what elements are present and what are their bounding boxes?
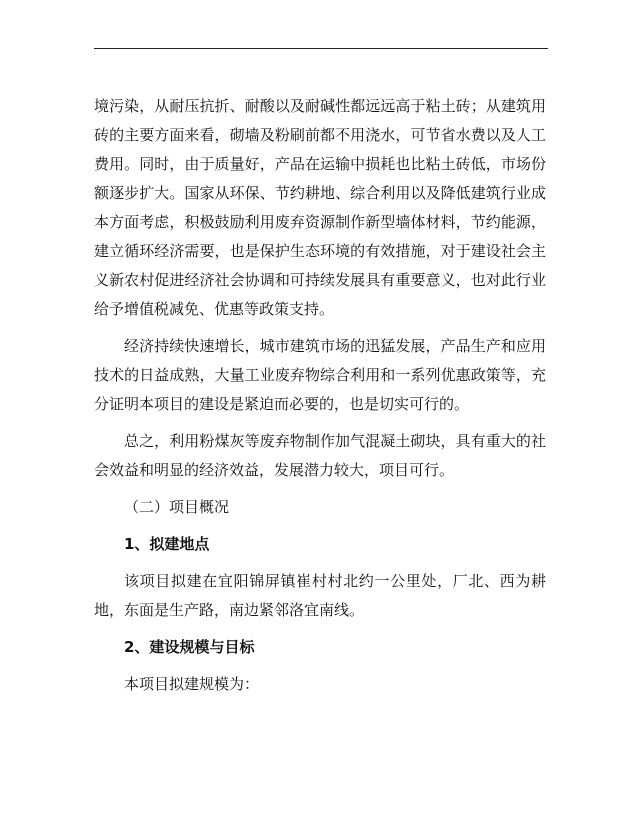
header-rule [94, 48, 548, 49]
heading-scale: 2、建设规模与目标 [124, 638, 255, 656]
heading-location: 1、拟建地点 [124, 535, 210, 553]
paragraph-location: 该项目拟建在宜阳锦屏镇崔村村北约一公里处，厂北、西为耕地，东面是生产路，南边紧邻洛宜南线。 [94, 572, 546, 619]
paragraph-scale: 本项目拟建规模为： [124, 675, 260, 693]
document-body [94, 92, 546, 707]
subsection-title: （二）项目概况 [124, 498, 230, 516]
paragraph-economy: 经济持续快速增长，城市建筑市场的迅猛发展，产品生产和应用技术的日益成熟，大量工业废弃物综合利用和一系列优惠政策等，充分证明本项目的建设是紧迫而必要的，也是切实可行的。 [94, 337, 546, 413]
paragraph-continued: 境污染，从耐压抗折、耐酸以及耐碱性都远远高于粘土砖；从建筑用砖的主要方面来看，砌墙及粉刷前都不用浇水，可节省水费以及人工费用。同时，由于质量好，产品在运输中损耗也比粘土砖低，市场份额逐步扩大。国家从环保、节约耕地、综合利用以及降低建筑行业成本方面考虑，积极鼓励利用废弃资源制作新型墙体材料，节约能源，建立循环经济需要，也是保护生态环境的有效措施，对于建设社会主义新农村促进经济社会协调和可持续发展具有重要意义，也对此行业给予增值税减免、优惠等政策支持。 [94, 97, 546, 318]
paragraph-conclusion: 总之，利用粉煤灰等废弃物制作加气混凝土砌块，具有重大的社会效益和明显的经济效益，发展潜力较大，项目可行。 [94, 432, 546, 479]
